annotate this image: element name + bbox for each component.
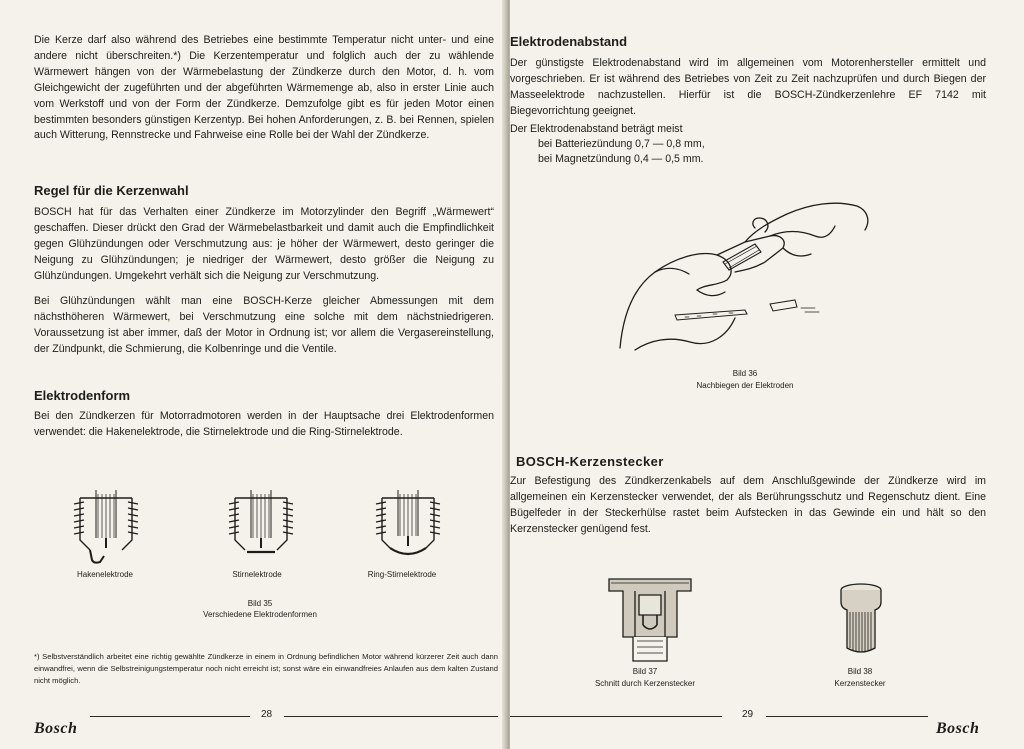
- figure-35-caption: Verschiedene Elektrodenformen: [203, 610, 317, 619]
- figure-37-caption: Schnitt durch Kerzenstecker: [594, 679, 696, 688]
- gap-heading: Elektrodenabstand: [510, 34, 628, 49]
- footer-rule-right-a: [510, 716, 722, 717]
- plug-connector-illustration: [835, 582, 887, 658]
- plug-connector-illustration: [605, 575, 695, 663]
- intro-paragraph: Die Kerze darf also während des Betriebes eine bestimmte Temperatur nicht unter- und eine andere nicht überschreiten.*) Die Kerzentemperatur und folglich auch der zu wählende Wärmewert hängen von der Wärmebelastung der Zündkerze durch den Motor, d. h. vom Gleichgewicht der zugeführten und der abgeführten Wärmemenge ab, also in erster Linie auch vom Werkstoff und von der Form der Zündkerze. Demzufolge gibt es für jeden Motor einen bestimmten besonders günstigen Kerzentyp. Bei hohen Anforderungen, z. B. bei Rennen, spielen auch Witterung, Rennstrecke und Fahrweise eine Rolle bei der Wahl der Zündkerze.: [34, 34, 494, 142]
- figure-37-number: Bild 37: [632, 667, 658, 676]
- connector-paragraph: Zur Befestigung des Zündkerzenkabels auf dem Anschlußgewinde der Zündkerze wird im allgemeinen ein Kerzenstecker verwendet, der als Berührungsschutz und Regenschutz dient. Eine Bügelfeder in der Steckerhülse rastet beim Aufstecken in das Gewinde ein und hält so den Kerzenstecker genügend fest.: [510, 475, 986, 535]
- footer-rule-left-a: [90, 716, 250, 717]
- figure-38-number: Bild 38: [847, 667, 873, 676]
- figure-label-hook: Hakenelektrode: [76, 570, 134, 579]
- rule-heading: Regel für die Kerzenwahl: [34, 183, 189, 198]
- figure-label-flat: Stirnelektrode: [232, 570, 282, 579]
- footer-rule-right-b: [766, 716, 928, 717]
- electrode-paragraph: Bei den Zündkerzen für Motorradmotoren werden in der Hauptsache drei Elektrodenformen verwendet: die Hakenelektrode, die Stirnelektrode und die Ring-Stirnelektrode.: [34, 410, 494, 438]
- hands-bending-electrode-illustration: [605, 200, 875, 360]
- footnote: *) Selbstverständlich arbeitet eine richtig gewählte Zündkerze in einem in Ordnung befindlichen Motor während kürzerer Zeit auch dann einwandfrei, wenn die Selbstreinigungstemperatur noch nicht erreicht ist; sonst wäre ein einwandfreies Anlaufen aus dem kalten Zustand nicht möglich.: [34, 652, 498, 685]
- electrode-heading: Elektrodenform: [34, 388, 131, 403]
- figure-label-ring: Ring-Stirnelektrode: [367, 570, 437, 579]
- left-page: [0, 0, 506, 749]
- spark-plug-illustration: [60, 490, 480, 575]
- gap-value-battery: bei Batteriezündung 0,7 — 0,8 mm,: [538, 138, 705, 150]
- bosch-logo: Bosch: [34, 720, 78, 737]
- figure-36-caption: Nachbiegen der Elektroden: [696, 381, 794, 390]
- figure-35-number: Bild 35: [247, 599, 273, 608]
- footer-rule-left-b: [284, 716, 498, 717]
- gap-paragraph: Der günstigste Elektrodenabstand wird im allgemeinen vom Motorenhersteller ermittelt und vorgeschrieben. Er ist während des Betriebes von Zeit zu Zeit nachzuprüfen und durch Biegen der Masseelektrode nachzustellen. Hierfür ist die BOSCH-Zündkerzenlehre EF 7142 mit Biegevorrichtung geeignet.: [510, 57, 986, 117]
- page-number-right: 29: [742, 709, 754, 720]
- connector-heading: BOSCH-Kerzenstecker: [516, 454, 664, 469]
- rule-paragraph-2: Bei Glühzündungen wählt man eine BOSCH-Kerze gleicher Abmessungen mit dem nächsthöheren Wärmewert, bei Verschmutzung eine solche mit dem nächstniedrigeren. Voraussetzung ist aber immer, daß der Motor in Ordnung ist; vor allem die Vergasereinstellung, der Zündpunkt, die Schmierung, die Kolbenringe und die Ventile.: [34, 295, 494, 355]
- figure-38-caption: Kerzenstecker: [834, 679, 886, 688]
- gap-lead: Der Elektrodenabstand beträgt meist: [510, 123, 683, 135]
- figure-36-number: Bild 36: [732, 369, 758, 378]
- page-number-left: 28: [261, 709, 273, 720]
- bosch-logo: Bosch: [936, 720, 980, 737]
- right-page: [510, 0, 1024, 749]
- gap-value-magneto: bei Magnetzündung 0,4 — 0,5 mm.: [538, 153, 704, 165]
- rule-paragraph-1: BOSCH hat für das Verhalten einer Zündkerze im Motorzylinder den Begriff „Wärmewert“ geschaffen. Dieser drückt den Grad der Wärmebelastbarkeit und damit auch die Empfindlichkeit gegen Glühzündungen oder Verschmutzung aus: je höher der Wärmewert, desto geringer die Neigung zu Glühzündungen; je niedriger der Wärmewert, desto größer die Neigung zu Glühzündungen. Umgekehrt verhält sich die Neigung zur Verschmutzung.: [34, 206, 494, 282]
